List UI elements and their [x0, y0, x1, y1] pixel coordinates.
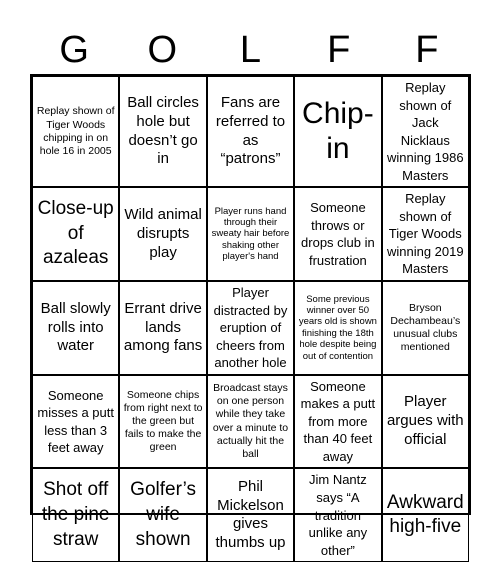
cell-text: Awkward high-five — [386, 491, 464, 538]
cell-text: Someone makes a putt from more than 40 feet away — [300, 378, 376, 464]
cell-text: Phil Mickelson gives thumbs up — [215, 477, 286, 552]
bingo-cell-r4c1[interactable] — [32, 375, 119, 469]
bingo-cell-r3c1[interactable] — [32, 281, 119, 375]
cell-text: Ball slowly rolls into water — [40, 299, 111, 355]
bingo-cell-r1c5[interactable] — [382, 76, 469, 187]
bingo-cell-r4c5[interactable] — [382, 375, 469, 469]
cell-text: Replay shown of Tiger Woods chipping in on hole 16 in 2005 — [36, 105, 115, 157]
cell-text: Errant drive lands among fans — [123, 299, 203, 355]
bingo-cell-r3c5[interactable] — [382, 281, 469, 375]
bingo-cell-r3c2[interactable] — [119, 281, 206, 375]
bingo-cell-r2c5[interactable] — [382, 187, 469, 281]
cell-text: Someone chips from right next to the green but fails to make the green — [123, 388, 203, 454]
header-letter-1: G — [59, 29, 89, 71]
cell-text: Bryson Dechambeau’s unusual clubs mentioned — [390, 301, 461, 353]
cell-text: Shot off the pine straw — [41, 479, 110, 550]
bingo-cell-r3c3[interactable] — [207, 281, 294, 375]
cell-text: Ball circles hole but doesn’t go in — [127, 94, 199, 168]
bingo-cell-r3c4[interactable] — [294, 281, 381, 375]
bingo-cell-r2c2[interactable] — [119, 187, 206, 281]
cell-text: Some previous winner over 50 years old is shown finishing the 18th hole despite being out of contention — [298, 293, 377, 362]
cell-text: Someone throws or drops club in frustration — [301, 200, 375, 268]
cell-text: Fans are referred to as “patrons” — [215, 94, 286, 168]
cell-text: Replay shown of Jack Nicklaus winning 1986 Masters — [386, 80, 464, 183]
bingo-cell-r1c4[interactable] — [294, 76, 381, 187]
header-letter-4: F — [327, 29, 351, 71]
cell-text: Chip-in — [302, 97, 374, 165]
cell-text: Broadcast stays on one person while they take over a minute to actually hit the ball — [212, 382, 289, 460]
header-letter-5: F — [415, 29, 439, 71]
cell-text: Player distracted by eruption of cheers from another hole — [213, 285, 288, 371]
bingo-cell-r2c4[interactable] — [294, 187, 381, 281]
cell-text: Close-up of azaleas — [37, 198, 114, 269]
cell-text: Player argues with official — [386, 393, 464, 448]
cell-text: Golfer’s wife shown — [130, 479, 196, 550]
bingo-cell-r4c4[interactable] — [294, 375, 381, 469]
bingo-header — [30, 26, 471, 74]
bingo-cell-r1c3[interactable] — [207, 76, 294, 187]
cell-text: Jim Nantz says “A tradition unlike any other” — [308, 472, 368, 558]
bingo-cell-r5c5[interactable] — [382, 468, 469, 562]
bingo-cell-r5c3[interactable] — [207, 468, 294, 562]
bingo-cell-r4c2[interactable] — [119, 375, 206, 469]
bingo-cell-r1c1[interactable] — [32, 76, 119, 187]
cell-text: Someone misses a putt less than 3 feet away — [37, 387, 114, 456]
bingo-board — [30, 74, 471, 558]
bingo-cell-r5c1[interactable] — [32, 468, 119, 562]
cell-text: Wild animal disrupts play — [124, 206, 202, 261]
cell-text: Player runs hand through their sweaty hair before shaking other player's hand — [211, 205, 290, 263]
header-letter-2: O — [147, 29, 178, 71]
cell-text: Replay shown of Tiger Woods winning 2019 Masters — [386, 191, 464, 277]
bingo-cell-r5c4[interactable] — [294, 468, 381, 562]
bingo-cell-r4c3[interactable] — [207, 375, 294, 469]
bingo-cell-r5c2[interactable] — [119, 468, 206, 562]
bingo-cell-r2c3[interactable] — [207, 187, 294, 281]
bingo-cell-r1c2[interactable] — [119, 76, 206, 187]
bingo-cell-r2c1[interactable] — [32, 187, 119, 281]
header-letter-3: L — [239, 29, 262, 71]
